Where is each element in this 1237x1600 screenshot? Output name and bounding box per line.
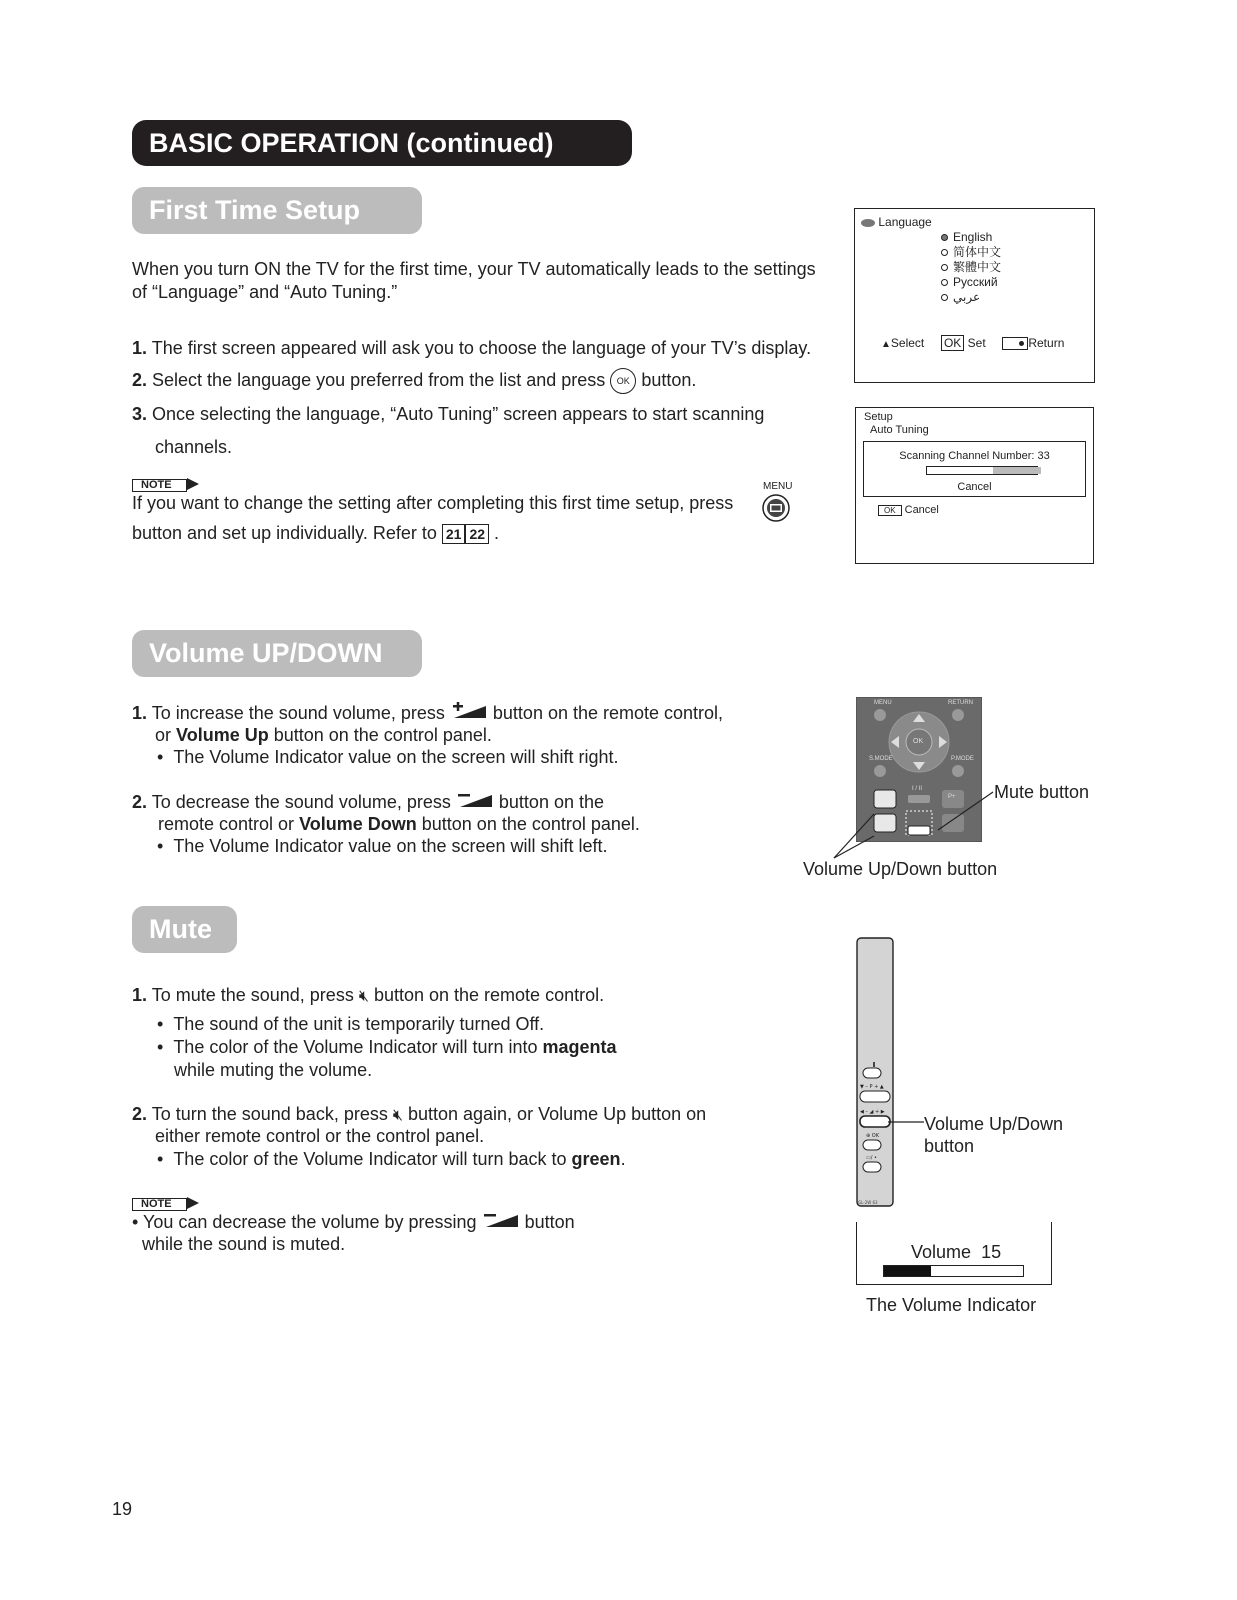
language-option-simplified-chinese[interactable] (941, 245, 1001, 260)
note-line2 (132, 522, 499, 545)
setup-step-1 (132, 337, 811, 360)
scanning-text: Scanning Channel Number: 33 (899, 450, 1050, 462)
remote-callout-lines (820, 780, 1000, 860)
bullet-text: The Volume Indicator value on the screen will shift left. (173, 836, 608, 856)
note-text: • You can decrease the volume by pressing (132, 1212, 477, 1232)
remote-menu-label: MENU (874, 700, 892, 706)
globe-icon (861, 219, 875, 227)
volume-level-bar (883, 1265, 1024, 1277)
mute-step-1-bullet2 (157, 1036, 617, 1059)
volume-indicator-text (911, 1241, 1001, 1264)
footer-ok-key: OK (878, 505, 902, 516)
language-option-label: 繁體中文 (953, 260, 1002, 274)
ok-button-icon: OK (610, 368, 636, 394)
note-text-b: button (524, 1212, 575, 1232)
step-text-after: button. (641, 369, 697, 390)
return-key-icon (1002, 337, 1028, 350)
volume-step-2 (132, 791, 604, 815)
updown-arrow-icon: ▲︎ (881, 339, 891, 350)
page-ref-21[interactable]: 21 (442, 524, 466, 544)
auto-tuning-screen (855, 407, 1094, 564)
setup-intro-line1: When you turn ON the TV for the first time, your TV automatically leads to the settings (132, 259, 816, 279)
step-text-b: button again, or Volume Up button on (407, 1104, 707, 1124)
svg-text:◀ – ◢ + ▶: ◀ – ◢ + ▶ (860, 1109, 885, 1115)
language-option-traditional-chinese[interactable] (941, 260, 1001, 275)
bullet-text: The sound of the unit is temporarily turned Off. (173, 1014, 545, 1034)
mute-button-callout: Mute button (994, 782, 1090, 802)
svg-text:▼ – P + ▲: ▼ – P + ▲ (860, 1084, 884, 1090)
bullet-dot: • (157, 1014, 174, 1034)
setup-step-3-line2: channels. (155, 437, 233, 457)
svg-text:GL-2W 63: GL-2W 63 (858, 1200, 878, 1205)
setup-intro-line2: of “Language” and “Auto Tuning.” (132, 282, 398, 302)
volume-down-icon (482, 1211, 520, 1235)
language-option-label: English (953, 230, 993, 244)
language-option-russian[interactable] (941, 275, 1001, 290)
mute-step-2-line2: either remote control or the control panel. (155, 1126, 485, 1146)
setup-step-2 (132, 368, 696, 394)
text: or (155, 725, 172, 745)
text: button on the control panel. (421, 814, 640, 834)
remote-pmode-label: P.MODE (951, 756, 974, 762)
step-text: To increase the sound volume, press (151, 703, 445, 723)
language-option-arabic[interactable] (941, 290, 1001, 305)
mute-note-line1 (132, 1211, 575, 1235)
step-text: To turn the sound back, press (151, 1104, 388, 1124)
panel-callout-line (888, 1118, 928, 1128)
text: remote control or (158, 814, 295, 834)
bullet-text: The color of the Volume Indicator will turn back to (173, 1149, 567, 1169)
tuning-title1: Setup (864, 411, 893, 423)
language-option-label: عربي (953, 290, 981, 304)
note-arrow-icon (187, 478, 199, 490)
mute-step-1-bullet1 (157, 1013, 544, 1036)
mute-step-2-bullet (157, 1148, 626, 1171)
language-screen (854, 208, 1095, 383)
remote-power-label: I / II (912, 786, 923, 792)
remote-p-label: P+ (948, 794, 956, 800)
note-line2-text: button and set up individually. Refer to (132, 523, 437, 543)
volume-step-2-bullet (157, 835, 608, 858)
volume-up-icon (450, 702, 488, 726)
note-label: NOTE (132, 479, 187, 492)
language-option-label: 简体中文 (953, 245, 1002, 259)
volume-up-term: Volume Up (176, 725, 269, 745)
bullet-dot: • (157, 1149, 174, 1169)
step-number: 3. (132, 404, 148, 424)
volume-step-1-line2 (155, 724, 492, 747)
note-line1: If you want to change the setting after completing this first time setup, press (132, 493, 734, 513)
section-title-first-time-setup: First Time Setup (132, 187, 422, 234)
step-number: 2. (132, 1104, 148, 1124)
volume-step-1-bullet (157, 746, 619, 769)
text: button on the control panel. (273, 725, 492, 745)
bullet-dot: • (157, 1037, 174, 1057)
mute-step-1-bullet2-line2: while muting the volume. (174, 1060, 373, 1080)
mute-icon: 🔇︎ (392, 1107, 403, 1124)
bullet-text: The Volume Indicator value on the screen will shift right. (173, 747, 619, 767)
volume-down-term: Volume Down (299, 814, 417, 834)
language-title-row (861, 215, 932, 229)
volume-down-icon (456, 791, 494, 815)
page-header: BASIC OPERATION (continued) (132, 120, 632, 166)
remote-return-label: RETURN (948, 700, 973, 706)
setup-step-3 (132, 403, 764, 426)
mute-step-1 (132, 984, 604, 1008)
language-option-english[interactable] (941, 230, 1001, 245)
panel-callout-line1: Volume Up/Down (924, 1114, 1064, 1134)
tuning-title2: Auto Tuning (870, 424, 929, 436)
step-text: Once selecting the language, “Auto Tuning” screen appears to start scanning (152, 404, 765, 424)
footer-select: Select (890, 336, 925, 350)
step-number: 1. (132, 985, 148, 1005)
step-text-b: button on the remote control, (492, 703, 724, 723)
scanning-panel (863, 441, 1086, 497)
mute-note-badge (132, 1194, 199, 1212)
mute-icon: 🔇︎ (358, 988, 369, 1005)
volume-indicator (856, 1222, 1052, 1285)
note-badge (132, 475, 199, 493)
step-number: 2. (132, 792, 148, 812)
footer-set: Set (967, 336, 986, 350)
green-term: green (571, 1149, 621, 1169)
section-title-volume: Volume UP/DOWN (132, 630, 422, 677)
bullet-dot: • (157, 836, 174, 856)
menu-button-icon (762, 494, 788, 520)
volume-label: Volume (911, 1242, 972, 1262)
volume-indicator-caption: The Volume Indicator (866, 1295, 1037, 1315)
bullet-dot: • (157, 747, 174, 767)
page-ref-22[interactable]: 22 (465, 524, 489, 544)
panel-callout-line2: button (924, 1136, 975, 1156)
step-number: 1. (132, 703, 148, 723)
radio-icon (941, 279, 948, 286)
page-number: 19 (112, 1499, 133, 1519)
remote-ok-label: OK (913, 738, 924, 745)
tuning-footer (878, 504, 939, 516)
step-text-b: button on the remote control. (373, 985, 605, 1005)
scan-progress-fill (993, 467, 1041, 474)
bullet-text: The color of the Volume Indicator will turn into (173, 1037, 538, 1057)
menu-label: MENU (763, 481, 793, 492)
language-footer (881, 336, 1064, 350)
mute-note-line2: while the sound is muted. (142, 1234, 346, 1254)
note-arrow-icon (187, 1197, 199, 1209)
step-number: 2. (132, 369, 148, 390)
magenta-term: magenta (542, 1037, 617, 1057)
volume-step-1 (132, 702, 723, 726)
scan-progress-bar (926, 466, 1038, 475)
radio-icon (941, 294, 948, 301)
step-text: Select the language you preferred from the list and press (152, 369, 606, 390)
radio-icon (941, 249, 948, 256)
section-title-mute: Mute (132, 906, 237, 953)
step-number: 1. (132, 338, 148, 358)
step-text: The first screen appeared will ask you to choose the language of your TV’s display. (151, 338, 812, 358)
svg-text:▭/ •: ▭/ • (866, 1155, 877, 1161)
scan-cancel-button[interactable]: Cancel (957, 481, 992, 493)
svg-text:⊕ OK: ⊕ OK (866, 1133, 879, 1139)
side-control-panel (856, 937, 894, 1207)
language-options (941, 230, 1001, 305)
note-end: . (494, 523, 500, 543)
step-text: To decrease the sound volume, press (151, 792, 451, 812)
footer-return: Return (1028, 336, 1065, 350)
note-label: NOTE (132, 1198, 187, 1211)
bullet-end: . (620, 1149, 626, 1169)
step-text-b: button on the (498, 792, 604, 812)
volume-value: 15 (981, 1242, 1002, 1262)
radio-icon (941, 264, 948, 271)
mute-step-2 (132, 1103, 706, 1127)
volume-level-fill (884, 1266, 931, 1276)
remote-smode-label: S.MODE (869, 756, 893, 762)
radio-selected-icon (941, 234, 948, 241)
volume-step-2-line2 (158, 813, 640, 836)
language-option-label: Русский (953, 275, 998, 289)
step-text: To mute the sound, press (151, 985, 354, 1005)
volume-updown-callout: Volume Up/Down button (803, 859, 998, 879)
language-title: Language (878, 215, 932, 229)
footer-ok-key: OK (941, 335, 964, 351)
footer-cancel: Cancel (904, 504, 939, 516)
